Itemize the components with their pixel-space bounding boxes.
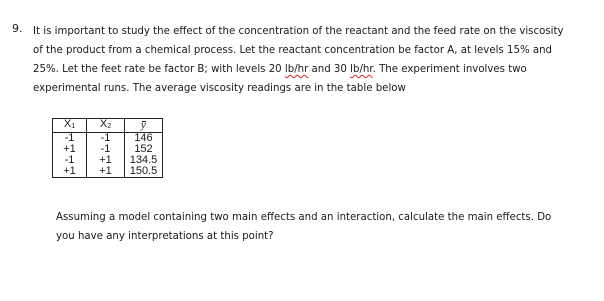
question-number: 9. (12, 22, 23, 35)
unit-lb-hr-2: lb/hr (350, 64, 373, 75)
table-row (53, 166, 163, 178)
header-x2 (87, 119, 125, 133)
question-line-1: It is important to study the effect of the concentration of the reactant and the feed rate on the viscosity (33, 26, 564, 37)
cell-ybar: 152 (125, 144, 163, 155)
header-ybar (125, 119, 163, 133)
unit-lb-hr-1: lb/hr (284, 64, 309, 75)
followup-line-2: you have any interpretations at this point? (56, 231, 274, 242)
cell-x2: -1 (87, 133, 125, 145)
question-line-3 (33, 60, 593, 79)
cell-ybar: 150.5 (125, 166, 163, 178)
cell-ybar: 146 (125, 133, 163, 145)
followup-text (56, 208, 596, 246)
question-line-2: of the product from a chemical process. Let the reactant concentration be factor A, at levels 15% and (33, 45, 553, 56)
question-line-4: experimental runs. The average viscosity readings are in the table below (33, 83, 406, 94)
header-x2-base: X (99, 118, 108, 130)
header-x2-sub: 2 (107, 123, 112, 130)
question-text (33, 22, 593, 98)
cell-x2: +1 (87, 166, 125, 178)
header-x1-base: X (63, 118, 72, 130)
question-line-3-part-1: 25%. Let the feet rate be factor B; with levels 20 (33, 64, 285, 75)
question-line-3-part-2: and 30 (308, 64, 351, 75)
cell-x2: -1 (87, 144, 125, 155)
table-header-row (53, 119, 163, 133)
cell-ybar: 134.5 (125, 155, 163, 166)
viscosity-table (52, 118, 163, 178)
cell-x1: +1 (53, 166, 87, 178)
followup-line-1: Assuming a model containing two main effects and an interaction, calculate the main effects. Do (56, 212, 552, 223)
cell-x2: +1 (87, 155, 125, 166)
cell-x1: +1 (53, 144, 87, 155)
header-x1-sub: 1 (71, 123, 76, 130)
question-line-3-part-3: . The experiment involves two (372, 64, 527, 75)
header-x1 (53, 119, 87, 133)
cell-x1: -1 (53, 155, 87, 166)
cell-x1: -1 (53, 133, 87, 145)
ybar-symbol: y (141, 119, 146, 131)
